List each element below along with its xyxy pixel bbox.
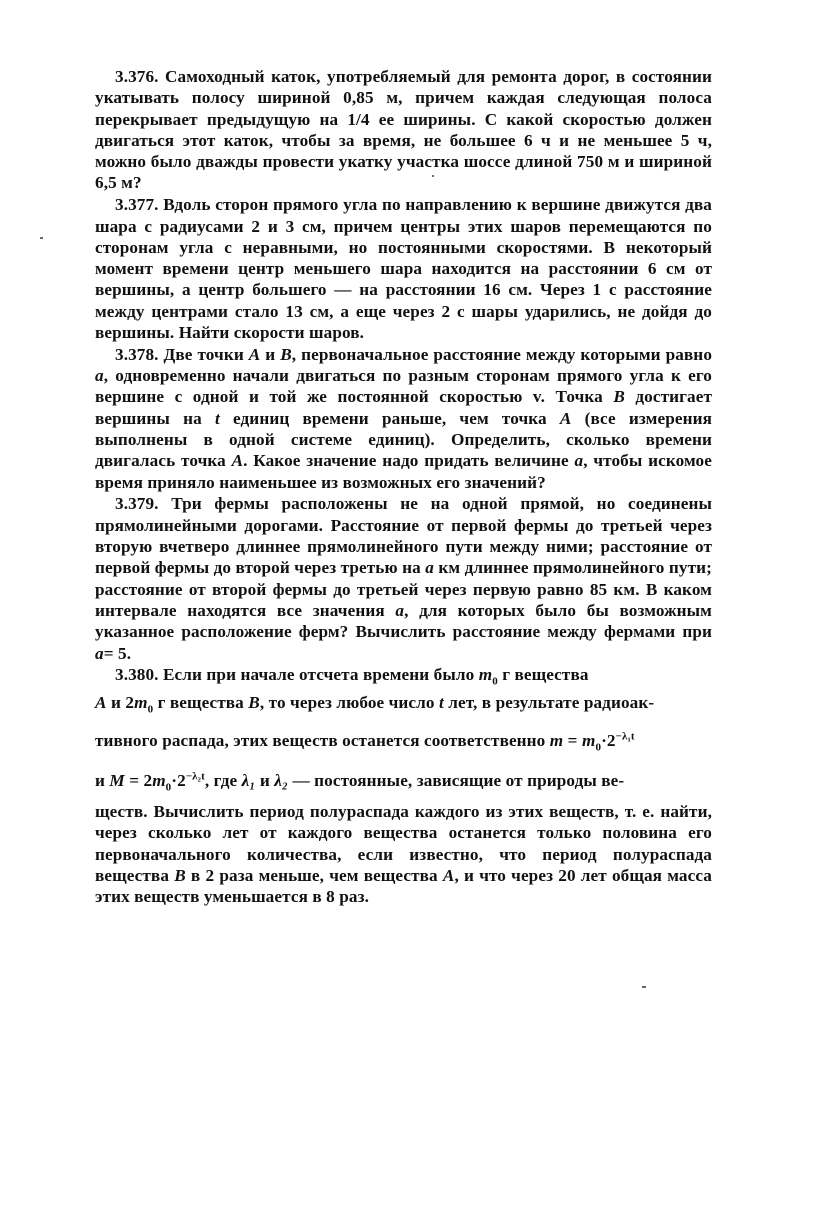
subscript: 0 <box>147 703 154 716</box>
variable: A <box>248 344 261 364</box>
variable: B <box>613 387 625 407</box>
problem-text: и 2 <box>106 692 135 712</box>
problem-text: = 5. <box>103 643 132 663</box>
formula-variable: M <box>109 770 125 790</box>
subscript: 0 <box>492 675 498 688</box>
subscript: 0 <box>165 781 172 794</box>
formula-variable: m <box>549 730 564 750</box>
subscript: 0 <box>595 741 602 754</box>
variable: A <box>559 408 572 428</box>
problem-text: , то через любое число <box>259 692 439 712</box>
problem-line <box>95 761 712 801</box>
problem-3-380 <box>95 664 712 907</box>
variable: t <box>214 408 220 428</box>
variable: a <box>425 558 434 578</box>
problem-text: тивного распада, этих веществ останется соответственно <box>95 730 550 750</box>
problem-text: ществ. Вычислить период полураспада каждого из этих веществ, т. е. найти, через сколько лет от каждого вещества останется только половина его первоначального количества, если известно, что период полураспада вещества <box>95 801 712 885</box>
variable: a <box>95 643 104 663</box>
problem-text: Две точки <box>158 344 249 364</box>
problem-3-378 <box>95 344 712 493</box>
scan-speck <box>40 237 43 239</box>
scan-speck <box>642 986 646 988</box>
problem-text-block <box>95 66 712 908</box>
problem-3-377 <box>95 194 712 343</box>
formula-text: ·2 <box>601 730 616 750</box>
problem-number: 3.376. <box>115 67 159 86</box>
problem-3-376 <box>95 66 712 194</box>
problem-line <box>95 801 712 907</box>
formula-text: ·2 <box>171 770 186 790</box>
problem-text: — постоянные, зависящие от природы ве- <box>288 770 625 790</box>
variable: m <box>134 692 148 712</box>
variable: m <box>478 665 493 685</box>
problem-number: 3.378. <box>115 344 159 364</box>
problem-text: , и что через 20 лет общая масса этих веществ уменьшается в 8 раз. <box>95 865 712 907</box>
problem-line <box>95 664 712 688</box>
variable: a <box>95 366 104 386</box>
problem-text: Самоходный каток, употребляемый для ремонта дорог, в состоянии укатывать полосу шириной 0,85 м, причем каждая следующая полоса перекрывает предыдущую на 1/4 ее ширины. С какой скоростью должен двигаться этот каток, чтобы за время, не большее 6 ч и не меньшее 5 ч, можно было дважды провести укатку участка шоссе длиной 750 м и шириной 6,5 м? <box>95 67 712 193</box>
problem-text: г вещества <box>153 692 249 712</box>
formula-variable: m <box>152 770 166 790</box>
problem-text: км длиннее прямолинейного пути; расстояние от второй фермы до третьей через первую равно 85 км. В каком интервале находятся все значения <box>95 558 712 620</box>
problem-text: и <box>255 770 275 790</box>
formula-exponent: −λ₁t <box>615 730 635 743</box>
problem-number: 3.380. <box>115 665 159 685</box>
problem-number: 3.379. <box>115 494 159 514</box>
problem-text: в 2 раза меньше, чем вещества <box>185 865 443 885</box>
problem-number: 3.377. <box>115 195 159 215</box>
variable: a <box>574 451 584 471</box>
formula-text: = <box>563 730 582 750</box>
problem-text: , где <box>204 770 242 790</box>
formula-variable: λ₂ <box>274 770 289 790</box>
variable: A <box>231 451 244 471</box>
problem-3-379 <box>95 493 712 663</box>
problem-text: и <box>95 770 110 790</box>
problem-text: Если при начале отсчета времени было <box>158 665 479 685</box>
problem-text: Вдоль сторон прямого угла по направлению к вершине движутся два шара с радиусами 2 и 3 см, причем центры этих шаров перемещаются по сторонам угла с неравными, но постоянными скоростями. В некоторый момент времени центр меньшего шара находится на расстоянии 6 см от вершины, а центр большего — на расстоянии 16 см. Через 1 с расстояние между центрами стало 13 см, а еще через 2 с шары ударились, не дойдя до вершины. Найти скорости шаров. <box>95 195 712 343</box>
problem-text: (все измерения выполнены в одной системе единиц). Определить, сколько времени двигалась точка <box>95 408 712 471</box>
problem-text: Три фермы расположены не на одной прямой, но соединены прямолинейными дорогами. Расстояние от первой фермы до третьей через вторую вчетверо длиннее прямолинейного пути между ними; расстояние от первой фермы до второй через третью на <box>95 494 712 578</box>
problem-text: , чтобы искомое время приняло наименьшее из возможных его значений? <box>95 451 712 492</box>
formula-text: = 2 <box>124 770 153 790</box>
problem-line <box>95 692 712 716</box>
problem-text: . Какое значение надо придать величине <box>243 451 575 471</box>
problem-line <box>95 721 712 761</box>
problem-text: достигает вершины на <box>95 387 713 428</box>
problem-text: единиц времени раньше, чем точка <box>219 408 560 428</box>
formula-variable: m <box>581 730 596 750</box>
problem-text: , одновременно начали двигаться по разным сторонам прямого угла к его вершине с одной и той же постоянной скоростью v. Точка <box>95 366 712 407</box>
variable: A <box>95 692 107 712</box>
problem-text: , для которых было бы возможным указанное расположение ферм? Вычислить расстояние между фермами при <box>95 600 712 642</box>
variable: B <box>280 344 292 364</box>
problem-text: лет, в результате радиоак- <box>443 692 655 712</box>
variable: B <box>248 692 260 712</box>
formula-exponent: −λ₂t <box>185 770 205 783</box>
variable: A <box>442 865 455 885</box>
variable: a <box>395 600 405 620</box>
problem-text: , первоначальное расстояние между которыми равно <box>291 344 713 364</box>
problem-text: г вещества <box>497 665 589 685</box>
problem-text: и <box>260 344 281 364</box>
variable: B <box>174 865 186 885</box>
formula-variable: λ₁ <box>241 770 256 790</box>
variable: t <box>439 692 444 712</box>
